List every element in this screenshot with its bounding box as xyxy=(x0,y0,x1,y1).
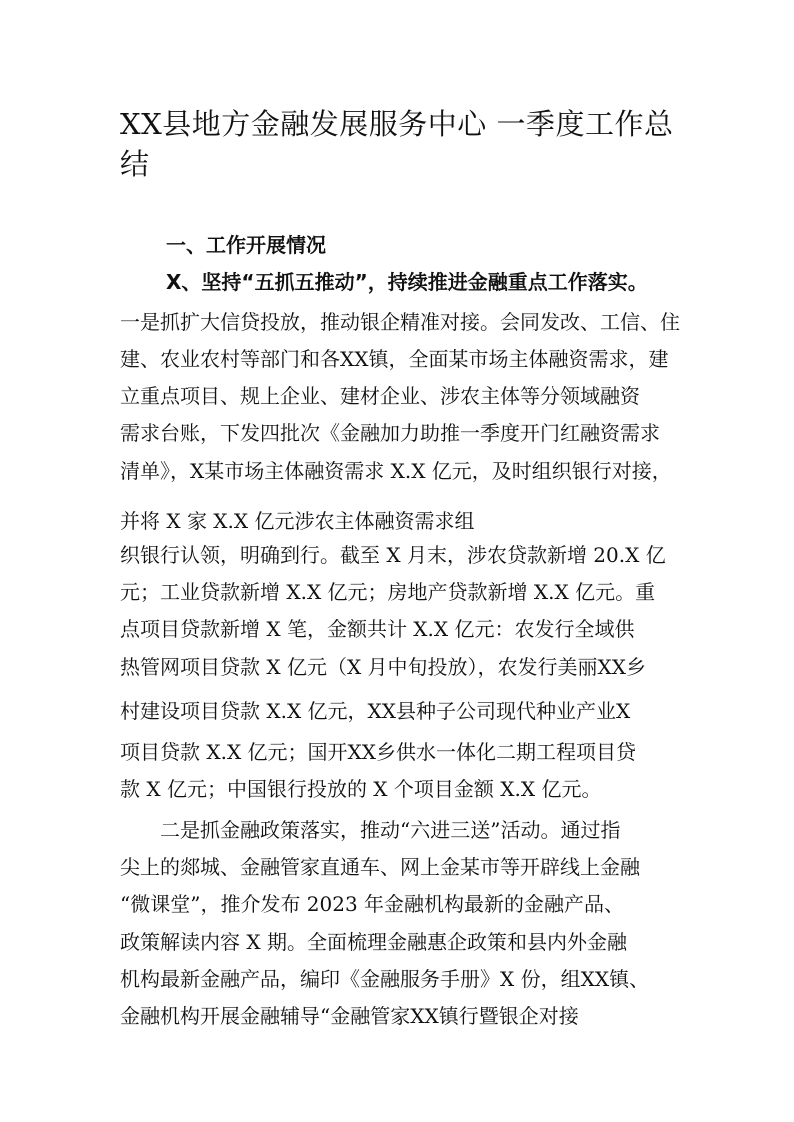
body-line: 清单》，X某市场主体融资需求 X.X 亿元，及时组织银行对接， xyxy=(120,459,672,483)
section-subheading: X、坚持“五抓五推动”，持续推进金融重点工作落实。 xyxy=(166,270,648,294)
body-line: 机构最新金融产品，编印《金融服务手册》X 份，组XX镇、 xyxy=(120,967,650,991)
body-line: 金融机构开展金融辅导“金融管家XX镇行暨银企对接 xyxy=(120,1004,579,1028)
body-line: “微课堂”，推介发布 2023 年金融机构最新的金融产品、 xyxy=(120,892,625,916)
document-title xyxy=(120,104,690,184)
body-line: 款 X 亿元；中国银行投放的 X 个项目金额 X.X 亿元。 xyxy=(120,777,602,801)
title-line-1: XX县地方金融发展服务中心 一季度工作总 xyxy=(120,107,674,141)
body-line: 立重点项目、规上企业、建材企业、涉农主体等分领域融资 xyxy=(120,384,640,408)
body-line: 织银行认领，明确到行。截至 X 月末，涉农贷款新增 20.X 亿 xyxy=(120,543,666,567)
section-heading: 一、工作开展情况 xyxy=(166,233,326,257)
title-line-2: 结 xyxy=(120,147,150,181)
body-line: 点项目贷款新增 X 笔，金额共计 X.X 亿元：农发行全域供 xyxy=(120,617,635,641)
body-line: 建、农业农村等部门和各XX镇，全面某市场主体融资需求，建 xyxy=(120,347,669,371)
body-line: 需求台账，下发四批次《金融加力助推一季度开门红融资需求 xyxy=(120,421,660,445)
body-line: 项目贷款 X.X 亿元；国开XX乡供水一体化二期工程项目贷 xyxy=(120,740,637,764)
body-line: 热管网项目贷款 X 亿元（X 月中旬投放），农发行美丽XX乡 xyxy=(120,655,647,679)
body-line: 一是抓扩大信贷投放，推动银企精准对接。会同发改、工信、住 xyxy=(120,310,680,334)
body-line: 村建设项目贷款 X.X 亿元，XX县种子公司现代种业产业X xyxy=(120,699,631,723)
body-line: 并将 X 家 X.X 亿元涉农主体融资需求组 xyxy=(120,509,475,533)
body-line: 尖上的郯城、金融管家直通车、网上金某市等开辟线上金融 xyxy=(120,855,640,879)
body-line: 二是抓金融政策落实，推动“六进三送”活动。通过指 xyxy=(120,818,621,842)
body-line: 元；工业贷款新增 X.X 亿元；房地产贷款新增 X.X 亿元。重 xyxy=(120,580,656,604)
body-line: 政策解读内容 X 期。全面梳理金融惠企政策和县内外金融 xyxy=(120,930,627,954)
